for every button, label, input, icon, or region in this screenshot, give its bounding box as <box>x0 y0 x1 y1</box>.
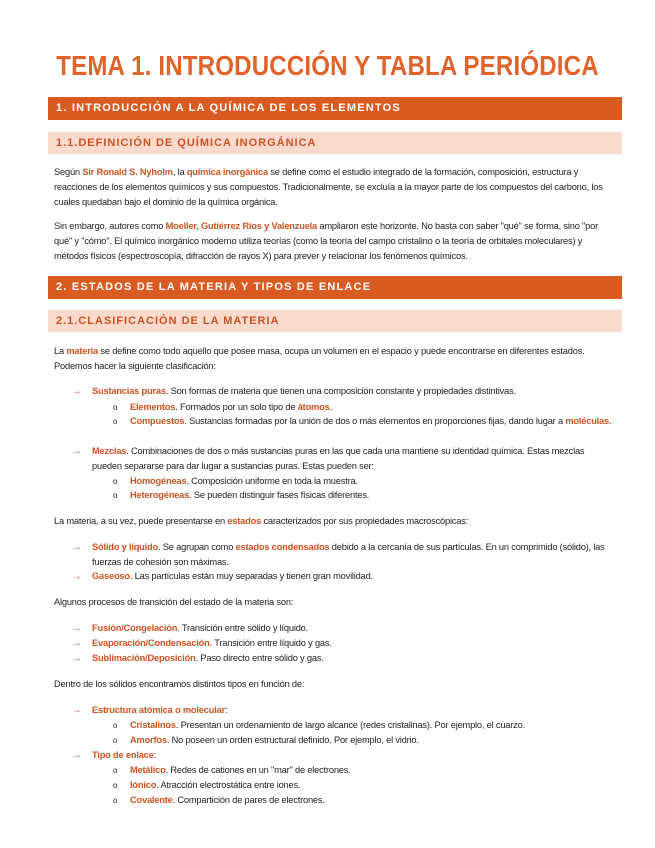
arrow-icon: → <box>72 623 82 633</box>
list-item: → Estructura atómica o molecular: <box>72 703 614 718</box>
highlight-term: Sir Ronald S. Nyholm <box>82 167 173 177</box>
list-subitem: o Cristalinos. Presentan un ordenamiento de largo alcance (redes cristalinas). Por ejemplo, el cuarzo. <box>113 718 613 733</box>
list-subitem: o Metálico. Redes de cationes en un "mar" de electrones. <box>113 763 613 778</box>
arrow-icon: → <box>72 705 82 715</box>
bullet-icon: o <box>113 403 118 412</box>
paragraph-procesos: Algunos procesos de transición del estado de la materia son: <box>54 597 294 607</box>
list-item: → Tipo de enlace: <box>72 748 614 763</box>
arrow-icon: → <box>72 386 82 396</box>
list-subitem: o Homogéneas. Composición uniforme en toda la muestra. <box>113 474 613 489</box>
list-subitem: o Iónico. Atracción electrostática entre iones. <box>113 778 613 793</box>
paragraph-materia: La materia se define como todo aquello que posee masa, ocupa un volumen en el espacio y puede encontrarse en diferentes estados. Podemos hacer la siguiente clasificación: <box>54 346 585 371</box>
paragraph-moeller: Sin embargo, autores como Moeller, Gutiérrez Ríos y Valenzuela ampliaron este horizonte. No basta con saber "qué" se forma, sino "por qué" y "cómo". El químico inorgánico moderno utiliza teorías (como la teoría del campo cristalino o la teoría de orbitales moleculares) y métodos físicos (espectroscopía, difracción de rayos X) para prever y relacionar los fenómenos químicos. <box>54 221 598 261</box>
paragraph-solidos: Dentro de los sólidos encontramos distintos tipos en función de: <box>54 679 305 689</box>
highlight-term: química inorgánica <box>186 167 268 177</box>
list-subitem: o Compuestos. Sustancias formadas por la unión de dos o más elementos en proporciones fijas, dando lugar a moléculas. <box>113 414 613 429</box>
list-item: → Sustancias puras. Son formas de materia que tienen una composición constante y propiedades distintivas. <box>72 384 614 399</box>
list-item: → Fusión/Congelación. Transición entre sólido y líquido. <box>72 621 614 636</box>
highlight-term: Moeller, Gutiérrez Ríos y Valenzuela <box>165 221 318 231</box>
section-heading-2: 2. ESTADOS DE LA MATERIA Y TIPOS DE ENLACE <box>48 276 622 299</box>
highlight-term: materia <box>66 346 99 356</box>
subsection-heading-2-1: 2.1.CLASIFICACIÓN DE LA MATERIA <box>48 310 622 332</box>
list-item: → Gaseoso. Las partículas están muy separadas y tienen gran movilidad. <box>72 569 614 584</box>
list-item: → Sólido y líquido. Se agrupan como estados condensados debido a la cercanía de sus partículas. En un comprimido (sólido), las fuerzas de cohesión son máximas. <box>72 542 605 567</box>
subsection-heading-1-1: 1.1.DEFINICIÓN DE QUÍMICA INORGÁNICA <box>48 132 622 154</box>
arrow-icon: → <box>72 446 82 456</box>
paragraph-nyholm: Según Sir Ronald S. Nyholm, la química inorgánica se define como el estudio integrado de la formación, composición, estructura y reacciones de los elementos químicos y sus compuestos. Tradicionalmente, se excluía a la mayor parte de los compuestos del carbono, los cuales quedaban bajo el dominio de la química orgánica. <box>54 167 603 207</box>
bullet-icon: o <box>113 721 118 730</box>
list-subitem: o Covalente. Compartición de pares de electrones. <box>113 793 613 808</box>
arrow-icon: → <box>72 653 82 663</box>
bullet-icon: o <box>113 796 118 805</box>
bullet-icon: o <box>113 781 118 790</box>
bullet-icon: o <box>113 477 118 486</box>
page-title: TEMA 1. INTRODUCCIÓN Y TABLA PERIÓDICA <box>56 50 599 81</box>
arrow-icon: → <box>72 571 82 581</box>
list-subitem: o Heterogéneas. Se pueden distinguir fases físicas diferentes. <box>113 488 613 503</box>
arrow-icon: → <box>72 750 82 760</box>
paragraph-estados: La materia, a su vez, puede presentarse en estados caracterizados por sus propiedades macroscópicas: <box>54 516 469 526</box>
list-item: → Evaporación/Condensación. Transición entre líquido y gas. <box>72 636 614 651</box>
bullet-icon: o <box>113 417 118 426</box>
arrow-icon: → <box>72 638 82 648</box>
bullet-icon: o <box>113 766 118 775</box>
arrow-icon: → <box>72 542 82 552</box>
highlight-term: estados <box>227 516 262 526</box>
list-subitem: o Amorfos. No poseen un orden estructural definido. Por ejemplo, el vidrio. <box>113 733 613 748</box>
section-heading-1: 1. INTRODUCCIÓN A LA QUÍMICA DE LOS ELEMENTOS <box>48 97 622 120</box>
list-subitem: o Elementos. Formados por un solo tipo de átomos. <box>113 400 613 415</box>
bullet-icon: o <box>113 491 118 500</box>
list-item: → Sublimación/Deposición. Paso directo entre sólido y gas. <box>72 651 614 666</box>
bullet-icon: o <box>113 736 118 745</box>
list-item: → Mezclas. Combinaciones de dos o más sustancias puras en las que cada una mantiene su identidad química. Estas mezclas pueden separarse para dar lugar a sustancias puras. Estas pueden ser: <box>72 446 585 471</box>
